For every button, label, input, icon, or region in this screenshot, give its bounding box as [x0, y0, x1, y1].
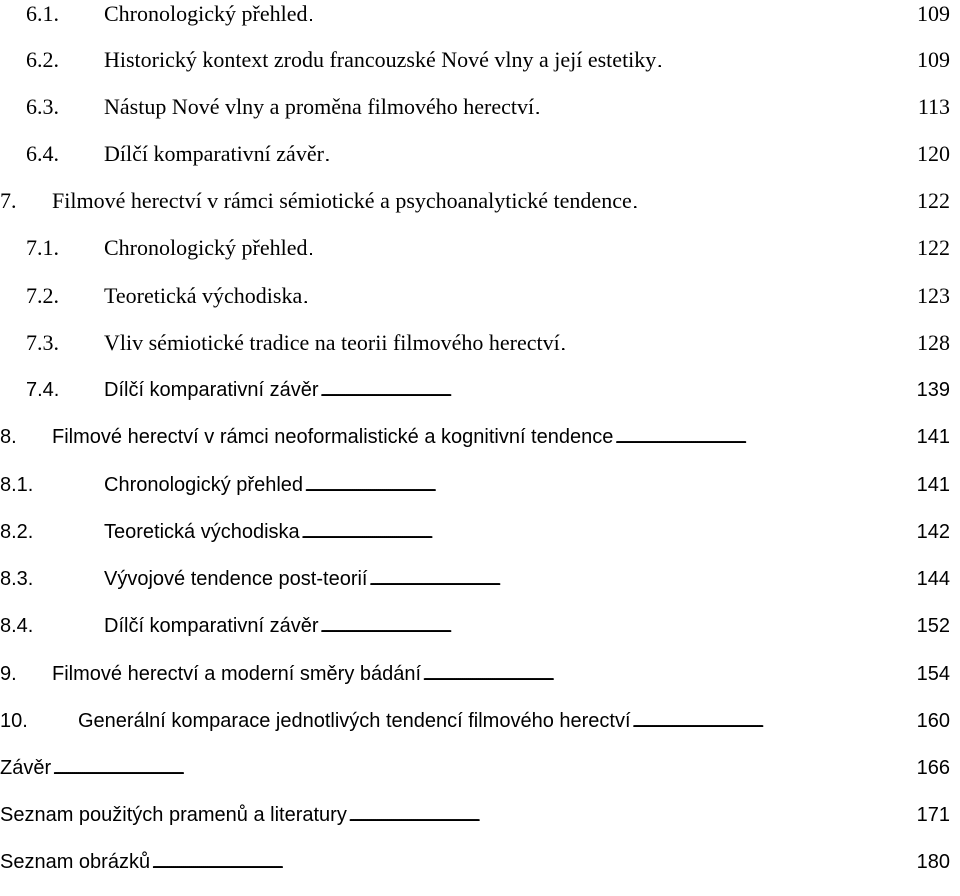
dot-leader — [349, 795, 915, 837]
toc-entry-title: Chronologický přehled — [104, 235, 308, 260]
toc-entry-number: 7.3. — [26, 330, 59, 355]
dot-leader — [615, 417, 914, 459]
dot-leader — [305, 465, 915, 507]
toc-entry-title: Generální komparace jednotlivých tendencí filmového herectví — [78, 710, 631, 732]
toc-entry-page: 128 — [917, 330, 950, 355]
toc-entry-page: 123 — [917, 283, 950, 308]
toc-entry-title: Chronologický přehled — [104, 1, 308, 26]
toc-entry[interactable] — [0, 417, 960, 457]
toc-entry[interactable] — [0, 87, 960, 127]
toc-entry-title: Vývojové tendence post-teorií — [104, 568, 368, 590]
toc-entry[interactable] — [0, 606, 960, 646]
toc-entry-page: 141 — [916, 426, 950, 448]
toc-entry-number: 6.1. — [26, 1, 59, 26]
toc-entry-number: 6.3. — [26, 94, 59, 119]
toc-entry-number: 7.1. — [26, 235, 59, 260]
toc-entry[interactable] — [0, 701, 960, 741]
toc-entry-number: 6.4. — [26, 141, 59, 166]
toc-entry[interactable] — [0, 559, 960, 599]
dot-leader — [53, 748, 915, 790]
toc-entry[interactable] — [0, 795, 960, 835]
toc-entry-number: 8.3. — [0, 568, 34, 590]
dot-leader — [423, 654, 915, 696]
toc-entry-title: Teoretická východiska — [104, 521, 300, 543]
toc-entry-number: 7. — [0, 188, 17, 213]
toc-entry[interactable] — [0, 748, 960, 788]
toc-entry-page: 152 — [916, 615, 950, 637]
dot-leader — [370, 559, 915, 601]
toc-entry-title: Seznam obrázků — [0, 851, 151, 873]
toc-entry[interactable] — [0, 512, 960, 552]
toc-entry-title: Historický kontext zrodu francouzské Nové vlny a její estetiky — [104, 47, 657, 72]
toc-entry-title: Seznam použitých pramenů a literatury — [0, 804, 347, 826]
toc-entry-page: 122 — [917, 235, 950, 260]
toc-entry-number: 9. — [0, 663, 17, 685]
toc-entry-number: 8.4. — [0, 615, 34, 637]
toc-entry-title: Filmové herectví v rámci sémiotické a psychoanalytické tendence — [52, 188, 632, 213]
toc-entry[interactable] — [0, 465, 960, 505]
toc-entry-page: 171 — [916, 804, 950, 826]
toc-entry-title: Dílčí komparativní závěr — [104, 379, 319, 401]
toc-entry[interactable] — [0, 134, 960, 174]
toc-entry-number: 10. — [0, 710, 28, 732]
dot-leader — [536, 87, 916, 130]
toc-entry[interactable] — [0, 181, 960, 221]
toc-entry[interactable] — [0, 40, 960, 80]
toc-entry-number: 8. — [0, 426, 17, 448]
dot-leader — [304, 276, 915, 319]
dot-leader — [634, 181, 915, 224]
toc-entry-page: 109 — [917, 47, 950, 72]
toc-entry-number: 6.2. — [26, 47, 59, 72]
dot-leader — [326, 134, 915, 177]
dot-leader — [658, 40, 915, 83]
toc-entry-number: 7.2. — [26, 283, 59, 308]
toc-entry-page: 160 — [916, 710, 950, 732]
toc-entry-title: Nástup Nové vlny a proměna filmového herectví — [104, 94, 535, 119]
toc-entry[interactable] — [0, 654, 960, 694]
toc-entry[interactable] — [0, 370, 960, 410]
dot-leader — [309, 228, 915, 271]
dot-leader — [321, 606, 915, 648]
toc-entry-page: 144 — [916, 568, 950, 590]
toc-entry-title: Chronologický přehled — [104, 474, 304, 496]
toc-entry-page: 113 — [917, 94, 950, 119]
toc-entry-title: Dílčí komparativní závěr — [104, 141, 324, 166]
toc-entry-page: 142 — [916, 521, 950, 543]
toc-entry-title: Filmové herectví a moderní směry bádání — [52, 663, 422, 685]
dot-leader — [562, 323, 915, 366]
toc-entry-title: Závěr — [0, 757, 52, 779]
toc-entry-page: 166 — [916, 757, 950, 779]
toc-entry-title: Dílčí komparativní závěr — [104, 615, 319, 637]
toc-entry-title: Filmové herectví v rámci neoformalistické a kognitivní tendence — [52, 426, 614, 448]
toc-entry-page: 109 — [917, 1, 950, 26]
toc-entry-page: 139 — [916, 379, 950, 401]
dot-leader — [321, 370, 915, 412]
toc-entry-number: 7.4. — [26, 379, 60, 401]
toc-entry-title: Vliv sémiotické tradice na teorii filmového herectví — [104, 330, 560, 355]
toc-entry-page: 122 — [917, 188, 950, 213]
dot-leader — [309, 0, 915, 37]
toc-entry[interactable] — [0, 842, 960, 882]
dot-leader — [633, 701, 915, 743]
toc-entry-title: Teoretická východiska — [104, 283, 303, 308]
toc-entry-page: 180 — [916, 851, 950, 873]
dot-leader — [302, 512, 915, 554]
toc-entry-page: 154 — [916, 663, 950, 685]
toc-entry[interactable] — [0, 323, 960, 363]
dot-leader — [152, 842, 915, 884]
toc-entry-number: 8.2. — [0, 521, 34, 543]
toc-entry-page: 120 — [917, 141, 950, 166]
toc-entry[interactable] — [0, 228, 960, 268]
toc-entry[interactable] — [0, 0, 960, 34]
toc-entry-number: 8.1. — [0, 474, 34, 496]
toc-entry-page: 141 — [916, 474, 950, 496]
toc-entry[interactable] — [0, 276, 960, 316]
